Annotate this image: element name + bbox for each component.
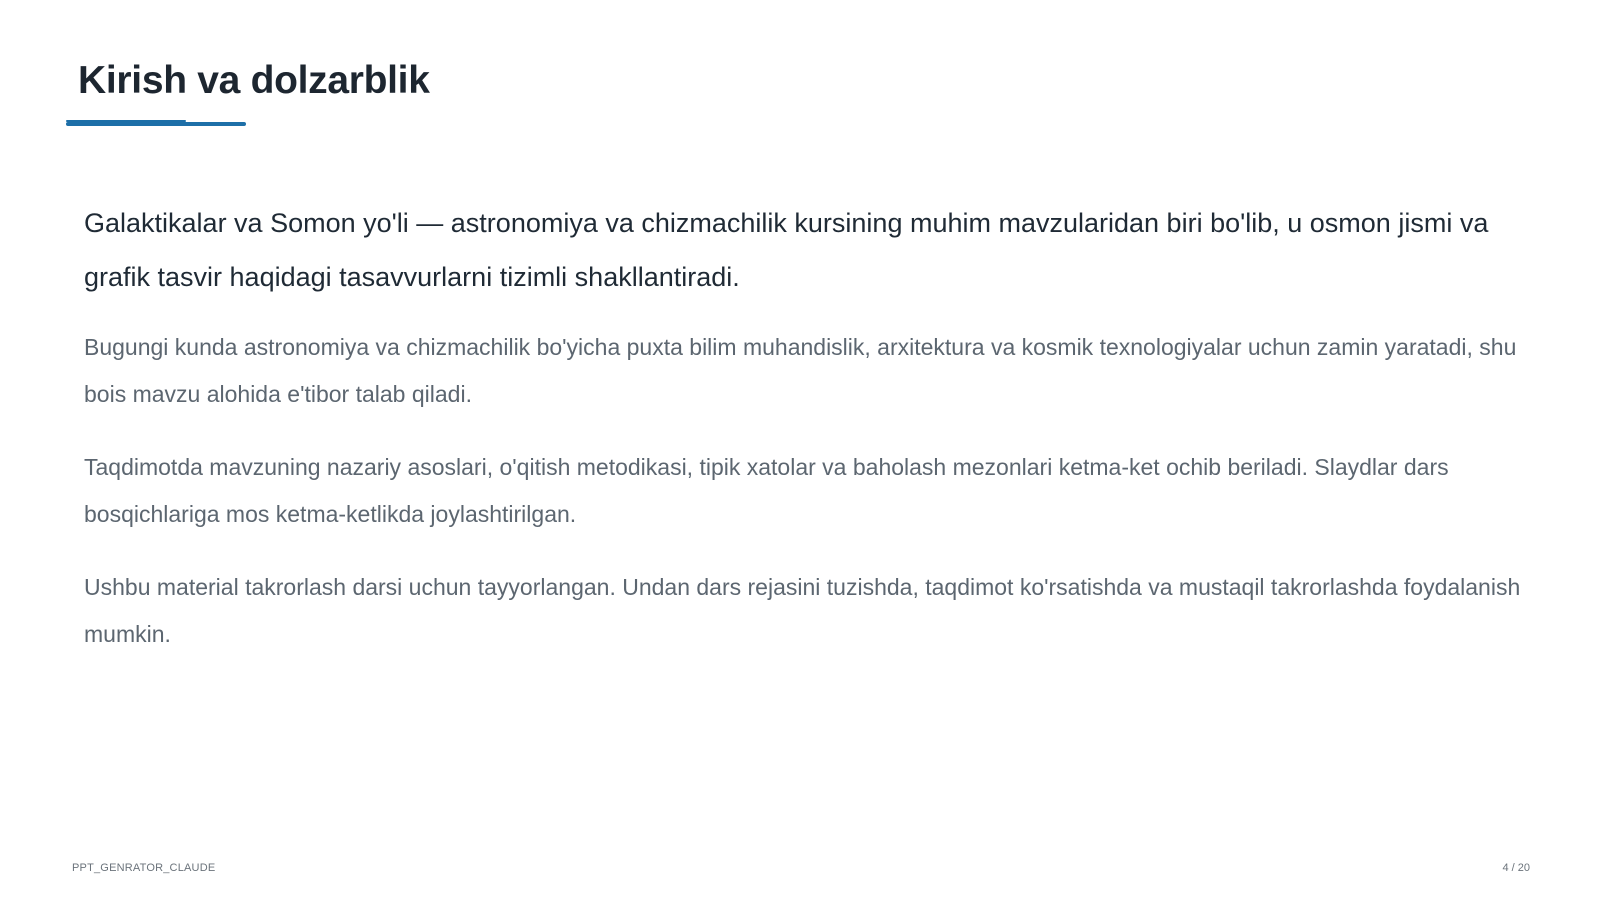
body-paragraph-2: Taqdimotda mavzuning nazariy asoslari, o'qitish metodikasi, tipik xatolar va baholash mezonlari ketma-ket ochib beriladi. Slaydlar dars bosqichlariga mos ketma-ketlikda joylashtirilgan. bbox=[84, 454, 1449, 527]
lead-paragraph: Galaktikalar va Somon yo'li — astronomiya va chizmachilik kursining muhim mavzularidan biri bo'lib, u osmon jismi va grafik tasvir haqidagi tasavvurlarni tizimli shakllantiradi. bbox=[84, 208, 1489, 292]
body-paragraph-1: Bugungi kunda astronomiya va chizmachilik bo'yicha puxta bilim muhandislik, arxitektura va kosmik texnologiyalar uchun zamin yaratadi, shu bois mavzu alohida e'tibor talab qiladi. bbox=[84, 334, 1517, 407]
page-indicator: 4 / 20 bbox=[1502, 862, 1530, 874]
slide-title: Kirish va dolzarblik bbox=[78, 59, 430, 102]
body-paragraph-3: Ushbu material takrorlash darsi uchun tayyorlangan. Undan dars rejasini tuzishda, taqdimot ko'rsatishda va mustaqil takrorlashda foydalanish mumkin. bbox=[84, 574, 1521, 647]
title-underline bbox=[66, 122, 246, 126]
slide-content bbox=[84, 196, 1524, 684]
footer-generator-label: PPT_GENRATOR_CLAUDE bbox=[72, 862, 216, 874]
